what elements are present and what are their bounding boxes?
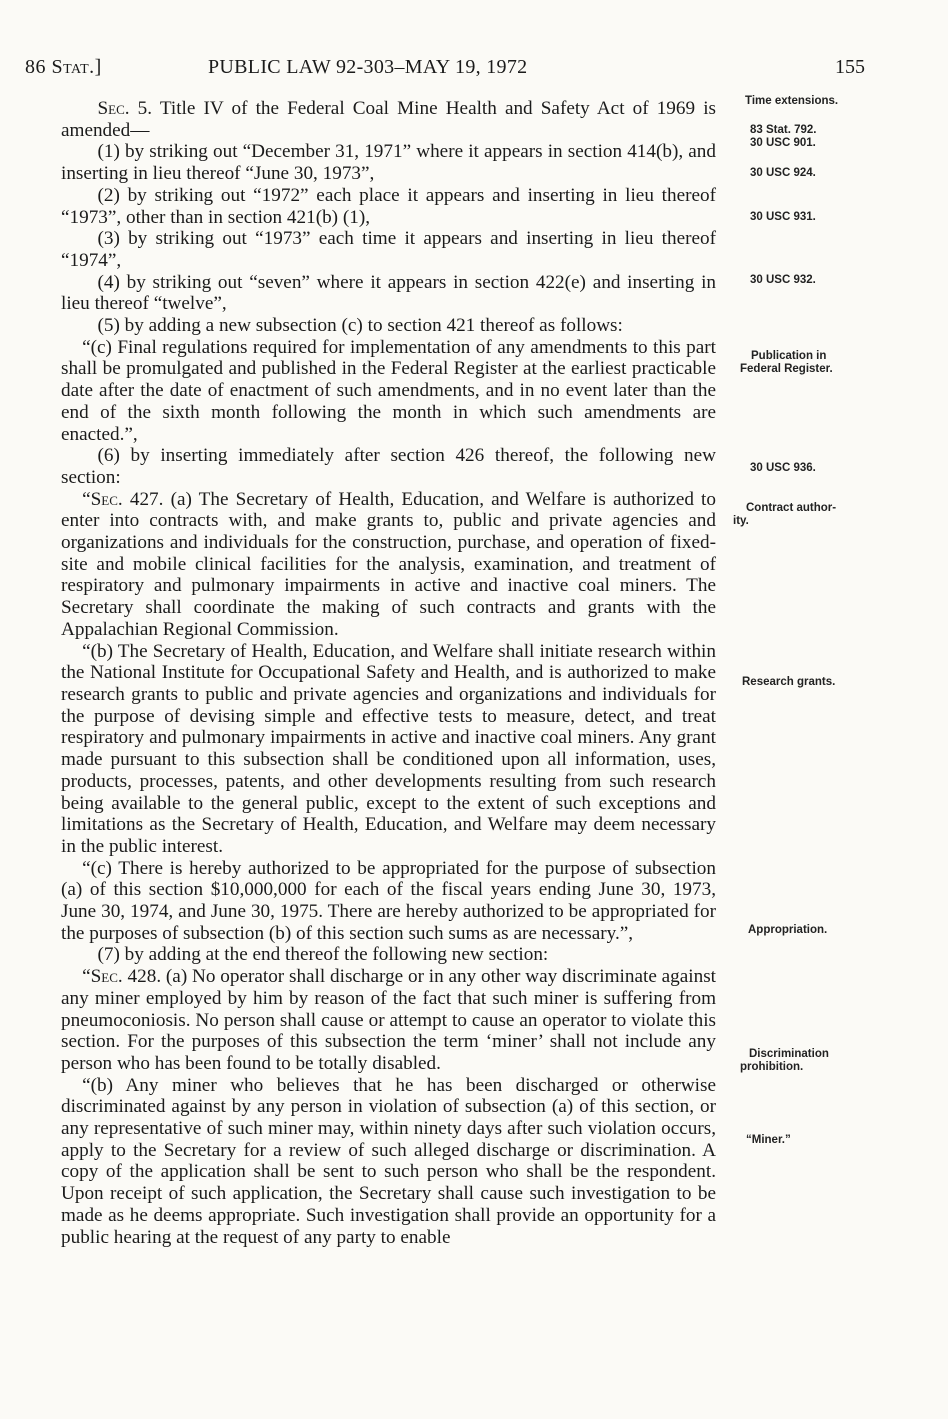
paragraph-text: 5. Title IV of the Federal Coal Mine Health and Safety Act of 1969 is amended—	[61, 98, 716, 141]
paragraph-subsection-c: “(c) Final regulations required for implementation of any amendments to this part shall be promulgated and published in the Federal Register at the earliest practicable date after the date of enactment of such amendments, and in no event later than the end of the sixth month following the month in which such amendments are enacted.”,	[61, 336, 716, 445]
paragraph-text: 428. (a) No operator shall discharge or in any other way discriminate against any miner employed by him by reason of the fact that such miner is suffering from pneumoconiosis. No person shall cause or attempt to cause an operator to violate this section. For the purposes of this subsection the term ‘miner’ shall not include any person who has been found to be totally disabled.	[61, 966, 716, 1074]
margin-note-stat-792: 83 Stat. 792.	[750, 124, 817, 136]
section-label: Sec.	[90, 488, 123, 510]
margin-note-usc-931: 30 USC 931.	[750, 211, 816, 223]
margin-note-usc-936: 30 USC 936.	[750, 462, 816, 474]
section-label: Sec.	[90, 966, 123, 988]
paragraph-item-2: (2) by striking out “1972” each place it appears and inserting in lieu thereof “1973”, other than in section 421(b) (1),	[61, 184, 716, 228]
paragraph-427-c: “(c) There is hereby authorized to be appropriated for the purpose of subsection (a) of this section $10,000,000 for each of the fiscal years ending June 30, 1973, June 30, 1974, and June 30, 1975. There are hereby authorized to be appropriated for the purposes of subsection (b) of this section such sums as are necessary.”,	[61, 857, 716, 944]
page-title: PUBLIC LAW 92-303–MAY 19, 1972	[208, 56, 528, 78]
stat-bracket: ]	[94, 56, 102, 78]
margin-note-contract-authority: Contract author-	[746, 502, 837, 514]
margin-note-miner: “Miner.”	[746, 1134, 791, 1146]
margin-note-time-extensions: Time extensions.	[745, 95, 839, 107]
stat-label: Stat.	[51, 56, 95, 78]
margin-note-usc-924: 30 USC 924.	[750, 167, 816, 179]
margin-note-discrimination: Discrimination	[749, 1048, 829, 1060]
margin-note-research-grants: Research grants.	[742, 676, 836, 688]
stat-citation	[25, 56, 102, 79]
paragraph-sec-427	[61, 489, 716, 641]
paragraph-sec-5	[61, 98, 716, 141]
margin-note-appropriation: Appropriation.	[748, 924, 828, 936]
paragraph-item-6: (6) by inserting immediately after section 426 thereof, the following new section:	[61, 445, 716, 488]
margin-note-usc-932: 30 USC 932.	[750, 274, 816, 286]
page-header	[25, 56, 865, 86]
paragraph-item-4: (4) by striking out “seven” where it appears in section 422(e) and inserting in lieu thereof “twelve”,	[61, 271, 716, 315]
margin-note-contract-authority-cont: ity.	[733, 515, 749, 527]
stat-volume: 86	[25, 56, 46, 78]
quote-mark: “	[82, 488, 91, 510]
page-number: 155	[835, 56, 865, 78]
paragraph-428-b: “(b) Any miner who believes that he has been discharged or otherwise discriminated against by any person in violation of subsection (a) of this section, or any representative of such miner may, within ninety days after such violation occurs, apply to the Secretary for a review of such alleged discharge or discrimination. A copy of the application shall be sent to such person who shall be the respondent. Upon receipt of such application, the Secretary shall cause such investigation to be made as he deems appropriate. Such investigation shall provide an opportunity for a public hearing at the request of any party to enable	[61, 1074, 716, 1248]
margin-note-federal-register: Federal Register.	[740, 363, 833, 375]
quote-mark: “	[82, 966, 91, 988]
paragraph-item-3: (3) by striking out “1973” each time it appears and inserting in lieu thereof “1974”,	[61, 228, 716, 271]
margin-note-publication: Publication in	[751, 350, 827, 362]
margin-note-usc-901: 30 USC 901.	[750, 137, 816, 149]
paragraph-text: 427. (a) The Secretary of Health, Education, and Welfare is authorized to enter into contracts with, and make grants to, public and private agencies and organizations and individuals for the construction, purchase, and operation of fixed-site and mobile clinical facilities for the analysis, examination, and treatment of respiratory and pulmonary impairments in active and inactive coal miners. The Secretary shall coordinate the making of such contracts and grants with the Appalachian Regional Commission.	[61, 488, 716, 640]
paragraph-item-5: (5) by adding a new subsection (c) to section 421 thereof as follows:	[97, 315, 623, 337]
section-label: Sec.	[97, 98, 130, 119]
paragraph-sec-428	[61, 966, 716, 1075]
margin-note-prohibition: prohibition.	[740, 1061, 804, 1073]
paragraph-item-1: (1) by striking out “December 31, 1971” where it appears in section 414(b), and inserting in lieu thereof “June 30, 1973”,	[61, 141, 716, 185]
body-text	[61, 98, 716, 1248]
paragraph-427-b: “(b) The Secretary of Health, Education, and Welfare shall initiate research within the National Institute for Occupational Safety and Health, and is authorized to make research grants to public and private agencies and organizations and individuals for the purpose of devising simple and effective tests to measure, detect, and treat respiratory and pulmonary impairments in active and inactive coal miners. Any grant made pursuant to this subsection shall be conditioned upon all information, uses, products, processes, patents, and other developments resulting from such research being available to the general public, except to the extent of such exceptions and limitations as the Secretary of Health, Education, and Welfare may deem necessary in the public interest.	[61, 640, 716, 857]
paragraph-item-7: (7) by adding at the end thereof the following new section:	[97, 944, 549, 966]
